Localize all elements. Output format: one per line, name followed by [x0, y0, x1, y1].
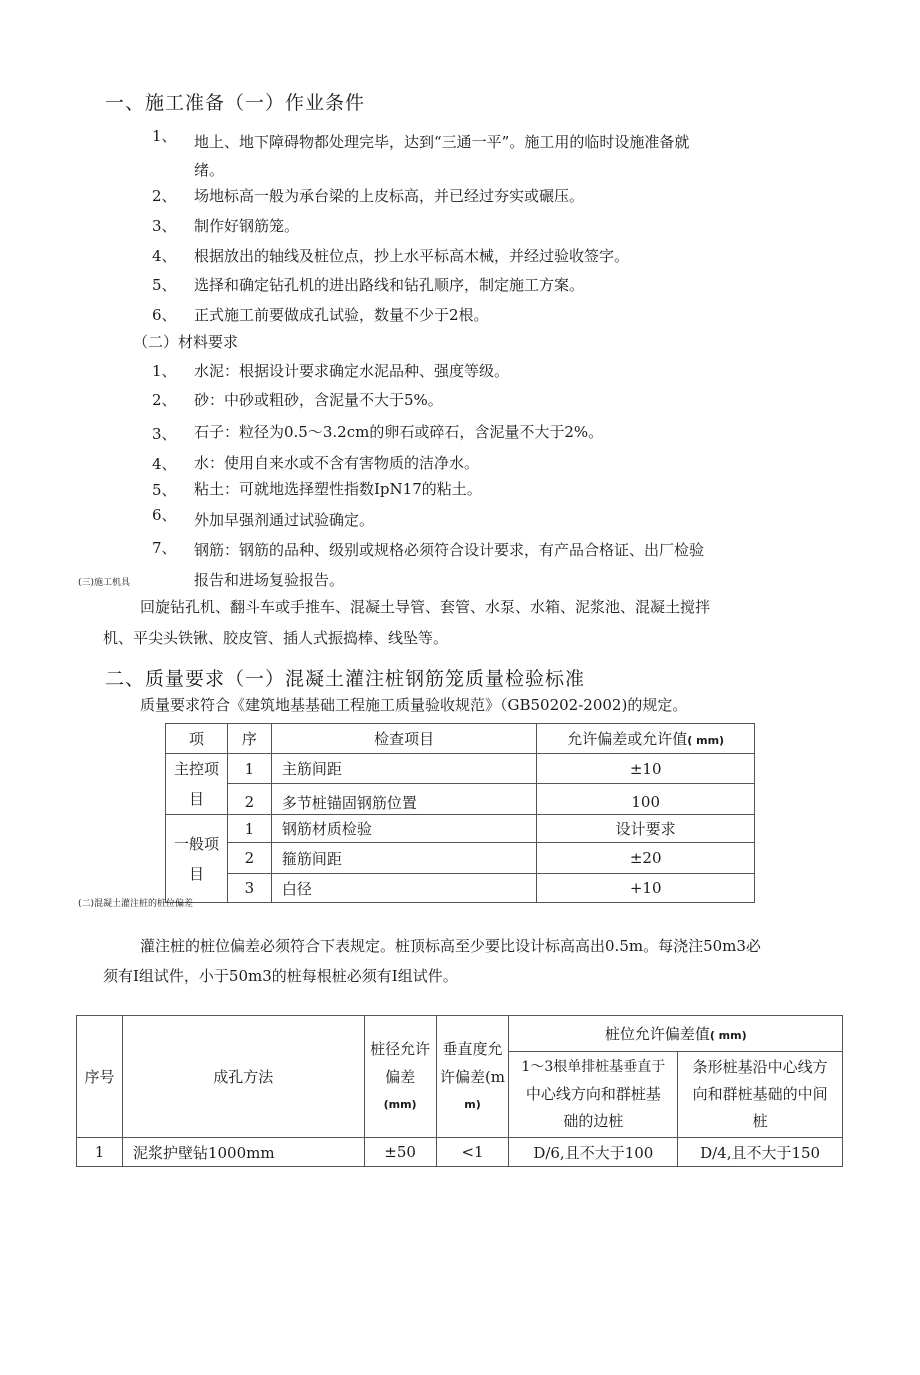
material-5-text: 粘土：可就地选择塑性指数IpN17的粘土。 — [194, 480, 482, 498]
header-check-item: 检查项目 — [271, 724, 537, 754]
row-check: 白径 — [271, 874, 537, 903]
table-row — [166, 815, 755, 843]
tools-text-cont: 机、平尖头铁锹、胶皮管、插人式振捣棒、线坠等。 — [103, 629, 449, 647]
row-verticality: <1 — [436, 1138, 509, 1167]
materials-heading: （二）材料要求 — [133, 333, 239, 351]
material-4-num: 4、 — [152, 455, 177, 473]
row-seq: 3 — [227, 874, 271, 903]
condition-3-num: 3、 — [152, 217, 177, 235]
header-middle-piles — [678, 1052, 843, 1138]
condition-3-text: 制作好钢筋笼。 — [194, 217, 300, 235]
row-seq: 1 — [227, 754, 271, 784]
condition-1-text: 地上、地下障碍物都处理完毕，达到“三通一平”。施工用的临时设施准备就 — [194, 133, 690, 151]
row-check: 箍筋间距 — [271, 843, 537, 874]
pile-deviation-text-cont: 须有I组试件，小于50m3的桩每根桩必须有I组试件。 — [103, 967, 458, 985]
material-3-num: 3、 — [152, 425, 177, 443]
table-row — [166, 874, 755, 903]
condition-2-text: 场地标高一般为承台梁的上皮标高，并已经过夯实或碾压。 — [194, 187, 585, 205]
condition-1-num: 1、 — [152, 127, 177, 145]
header-edge-piles — [509, 1052, 678, 1138]
group-main-label-cont: 目 — [188, 790, 204, 808]
table-row — [166, 784, 755, 815]
header-verticality-label: 垂直度允 — [442, 1039, 503, 1058]
header-tolerance — [537, 724, 755, 754]
row-check: 多节桩锚固钢筋位置 — [271, 784, 537, 815]
header-diameter-label-cont: 偏差 — [385, 1067, 416, 1086]
row-seq: 1 — [227, 815, 271, 843]
row-middle-piles: D/4,且不大于150 — [678, 1138, 843, 1167]
material-6-text: 外加早强剂通过试验确定。 — [194, 511, 375, 529]
header-tolerance-label: 允许偏差或允许值 — [567, 730, 688, 748]
rebar-cage-inspection-table — [165, 723, 755, 903]
table-row — [166, 754, 755, 784]
group-main-control — [166, 754, 228, 815]
row-check: 钢筋材质检验 — [271, 815, 537, 843]
table-header-row — [77, 1016, 843, 1052]
row-seq: 2 — [227, 784, 271, 815]
table-row — [77, 1138, 843, 1167]
header-item: 项 — [166, 724, 228, 754]
header-seq: 序 — [227, 724, 271, 754]
row-tolerance: ±20 — [537, 843, 755, 874]
row-seq: 1 — [77, 1138, 123, 1167]
material-5-num: 5、 — [152, 481, 177, 499]
quality-intro: 质量要求符合《建筑地基基础工程施工质量验收规范》（GB50202-2002)的规定。 — [140, 696, 688, 714]
header-middle-piles-label: 条形桩基沿中心线方 — [692, 1058, 828, 1076]
group-general-label: 一般项 — [173, 834, 219, 853]
material-6-num: 6、 — [152, 506, 177, 524]
row-tolerance: ±10 — [537, 754, 755, 784]
header-verticality-unit: m) — [464, 1097, 481, 1111]
row-seq: 2 — [227, 843, 271, 874]
group-main-label: 主控项 — [173, 760, 219, 778]
condition-4-num: 4、 — [152, 247, 177, 265]
pile-deviation-heading: (二)混凝土灌注桩的桩位偏差 — [78, 899, 194, 909]
row-check: 主筋间距 — [271, 754, 537, 784]
group-general-label-cont: 目 — [188, 864, 204, 883]
header-method: 成孔方法 — [122, 1016, 364, 1138]
header-edge-piles-label-end: 础的边桩 — [563, 1112, 624, 1130]
material-2-num: 2、 — [152, 391, 177, 409]
condition-5-text: 选择和确定钻孔机的进出路线和钻孔顺序，制定施工方案。 — [194, 276, 585, 294]
header-position-unit: ( mm) — [709, 1029, 747, 1042]
table-row — [166, 843, 755, 874]
header-edge-piles-label: 1〜3根单排桩基垂直于 — [521, 1059, 666, 1075]
header-position-tolerance — [509, 1016, 843, 1052]
header-diameter-unit: (mm) — [383, 1097, 417, 1111]
material-7-num: 7、 — [152, 539, 177, 557]
header-position-label: 桩位允许偏差值 — [604, 1025, 710, 1043]
row-method: 泥浆护壁钻1000mm — [122, 1138, 364, 1167]
material-1-num: 1、 — [152, 362, 177, 380]
pile-deviation-text: 灌注桩的桩位偏差必须符合下表规定。桩顶标高至少要比设计标高高出0.5m。每浇注50m3必 — [140, 937, 761, 955]
header-edge-piles-label-cont: 中心线方向和群桩基 — [525, 1085, 661, 1103]
condition-6-text: 正式施工前要做成孔试验，数量不少于2根。 — [194, 306, 489, 324]
tools-heading: (三)施工机具 — [78, 578, 131, 588]
row-edge-piles: D/6,且不大于100 — [509, 1138, 678, 1167]
condition-2-num: 2、 — [152, 187, 177, 205]
row-tolerance: 设计要求 — [537, 815, 755, 843]
group-general — [166, 815, 228, 903]
pile-position-deviation-table — [76, 1015, 843, 1167]
condition-1-text-cont: 绪。 — [194, 161, 225, 179]
material-7-text: 钢筋：钢筋的品种、级别或规格必须符合设计要求，有产品合格证、出厂检验 — [194, 541, 705, 559]
material-7-text-cont: 报告和进场复验报告。 — [194, 571, 345, 589]
tools-text: 回旋钻孔机、翻斗车或手推车、混凝土导管、套管、水泵、水箱、泥浆池、混凝土搅拌 — [140, 598, 711, 616]
condition-6-num: 6、 — [152, 306, 177, 324]
row-tolerance: +10 — [537, 874, 755, 903]
header-middle-piles-label-cont: 向和群桩基础的中间 — [692, 1085, 828, 1103]
header-seq: 序号 — [77, 1016, 123, 1138]
header-verticality-label-cont: 许偏差(m — [439, 1067, 506, 1086]
material-1-text: 水泥：根据设计要求确定水泥品种、强度等级。 — [194, 362, 510, 380]
row-diameter: ±50 — [364, 1138, 436, 1167]
header-verticality-tolerance — [436, 1016, 509, 1138]
table-header-row — [166, 724, 755, 754]
condition-5-num: 5、 — [152, 276, 177, 294]
header-tolerance-unit: ( mm) — [687, 734, 725, 747]
material-4-text: 水：使用自来水或不含有害物质的洁净水。 — [194, 454, 480, 472]
condition-4-text: 根据放出的轴线及桩位点，抄上水平标高木械，并经过验收签字。 — [194, 247, 630, 265]
row-tolerance: 100 — [537, 784, 755, 815]
header-diameter-label: 桩径允许 — [370, 1039, 431, 1058]
material-2-text: 砂：中砂或粗砂，含泥量不大于5%。 — [194, 391, 443, 409]
section2-title: 二、质量要求（一）混凝土灌注桩钢筋笼质量检验标准 — [105, 668, 586, 690]
section1-title: 一、施工准备（一）作业条件 — [105, 92, 366, 114]
header-middle-piles-label-end: 桩 — [752, 1112, 768, 1130]
header-diameter-tolerance — [364, 1016, 436, 1138]
material-3-text: 石子：粒径为0.5〜3.2cm的卵石或碎石，含泥量不大于2%。 — [194, 423, 604, 441]
